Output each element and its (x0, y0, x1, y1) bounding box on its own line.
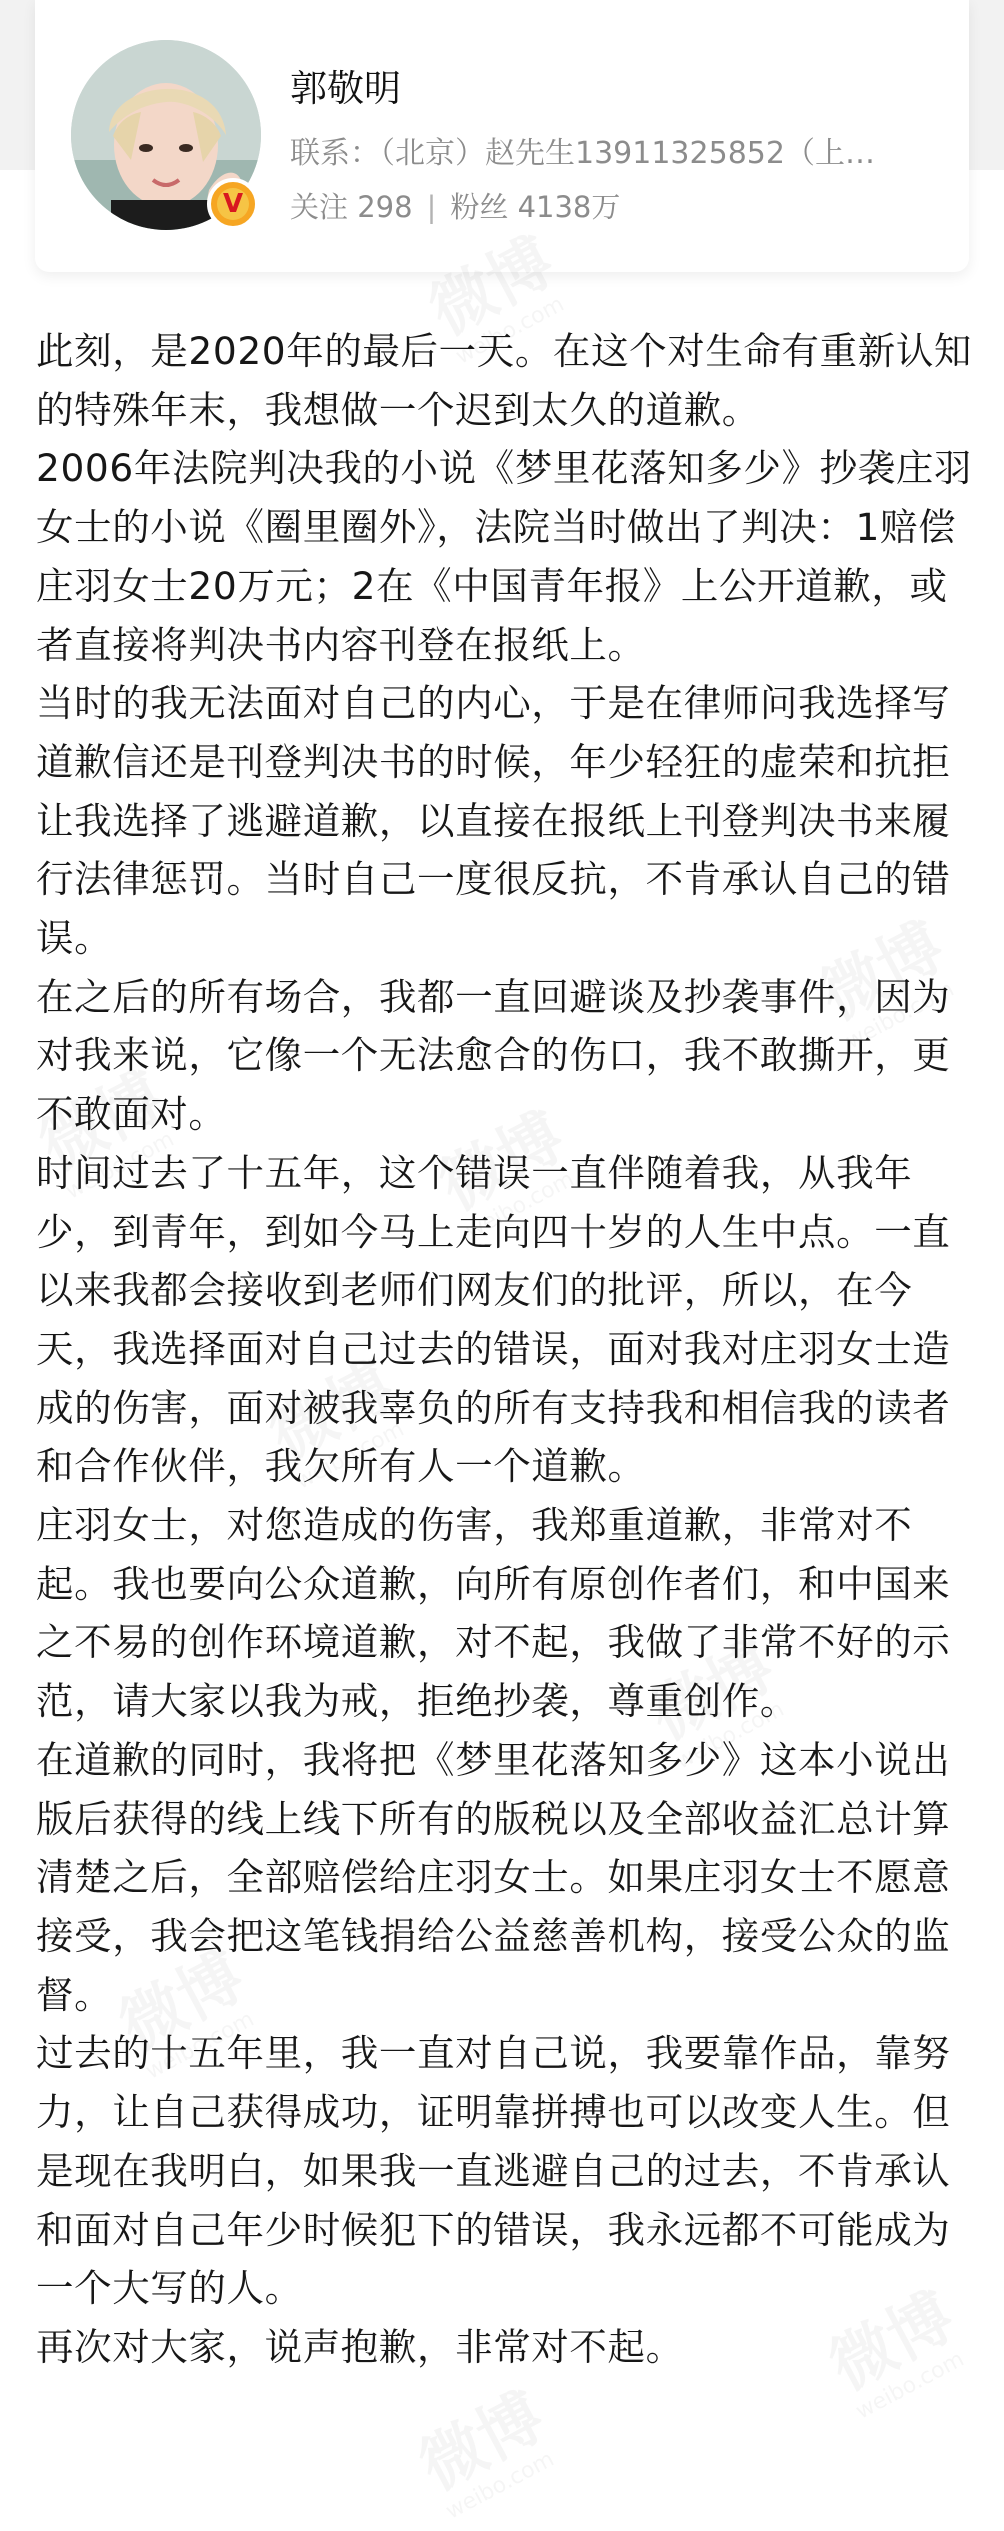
weibo-watermark (401, 2366, 566, 2524)
post-paragraph: 2006年法院判决我的小说《梦里花落知多少》抄袭庄羽女士的小说《圈里圈外》，法院当时做出了判决：1赔偿庄羽女士20万元；2在《中国青年报》上公开道歉，或者直接将判决书内容刊登在报纸上。 (36, 446, 973, 667)
post-paragraph: 时间过去了十五年，这个错误一直伴随着我，从我年少，到青年，到如今马上走向四十岁的人生中点。一直以来我都会接收到老师们网友们的批评，所以，在今天，我选择面对自己过去的错误，面对我对庄羽女士造成的伤害，面对被我辜负的所有支持我和相信我的读者和合作伙伴，我欠所有人一个道歉。 (36, 1150, 951, 1489)
stats-separator: | (426, 190, 437, 224)
post-paragraph: 庄羽女士，对您造成的伤害，我郑重道歉，非常对不起。我也要向公众道歉，向所有原创作者们，和中国来之不易的创作环境道歉，对不起，我做了非常不好的示范，请大家以我为戒，拒绝抄袭，尊重创作。 (36, 1503, 951, 1724)
follow-stats (290, 185, 620, 226)
user-name[interactable]: 郭敬明 (290, 67, 401, 110)
followers-count[interactable]: 粉丝 4138万 (450, 190, 621, 224)
post-paragraph: 在道歉的同时，我将把《梦里花落知多少》这本小说出版后获得的线上线下所有的版税以及全部收益汇总计算清楚之后，全部赔偿给庄羽女士。如果庄羽女士不愿意接受，我会把这笔钱捐给公益慈善机构，接受公众的监督。 (36, 1737, 951, 2017)
post-paragraph: 此刻，是2020年的最后一天。在这个对生命有重新认知的特殊年末，我想做一个迟到太久的道歉。 (36, 329, 973, 432)
following-count[interactable]: 关注 298 (290, 190, 413, 224)
post-paragraph: 再次对大家，说声抱歉，非常对不起。 (36, 2324, 684, 2369)
post-paragraph: 在之后的所有场合，我都一直回避谈及抄袭事件，因为对我来说，它像一个无法愈合的伤口，我不敢撕开，更不敢面对。 (36, 974, 951, 1137)
post-body (36, 322, 976, 2377)
verified-badge-icon: V (207, 178, 259, 230)
profile-card[interactable] (35, 0, 969, 272)
contact-info: 联系：（北京）赵先生13911325852（上… (290, 136, 875, 171)
post-paragraph: 过去的十五年里，我一直对自己说，我要靠作品，靠努力，让自己获得成功，证明靠拼搏也可以改变人生。但是现在我明白，如果我一直逃避自己的过去，不肯承认和面对自己年少时候犯下的错误，我永远都不可能成为一个大写的人。 (36, 2031, 951, 2311)
post-paragraph: 当时的我无法面对自己的内心，于是在律师问我选择写道歉信还是刊登判决书的时候，年少轻狂的虚荣和抗拒让我选择了逃避道歉，以直接在报纸上刊登判决书来履行法律惩罚。当时自己一度很反抗，不肯承认自己的错误。 (36, 681, 951, 961)
